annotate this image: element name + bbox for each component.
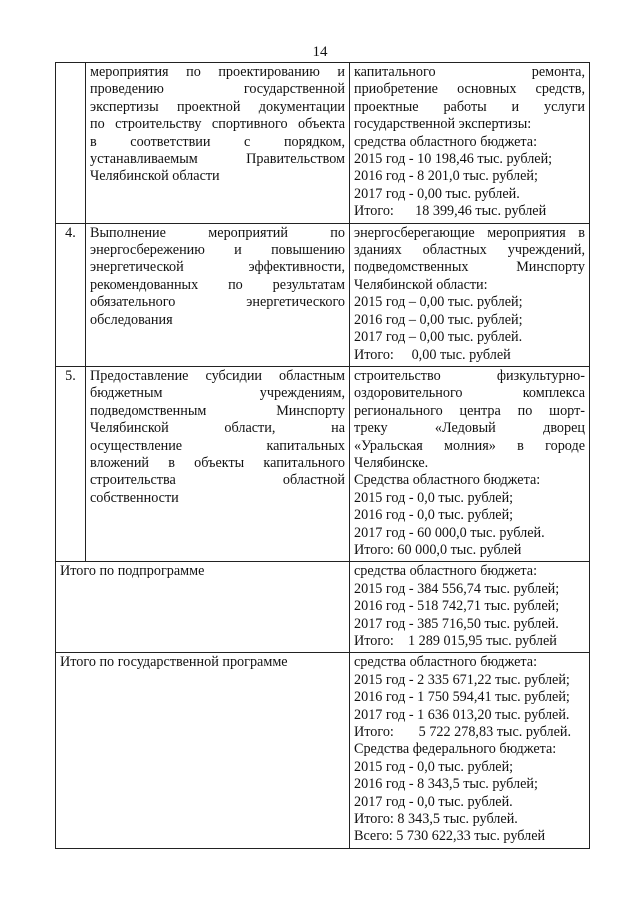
finance-total-line: Итого: 0,00 тыс. рублей bbox=[354, 346, 511, 363]
page-number: 14 bbox=[312, 44, 328, 60]
finance-line: 2016 год - 1 750 594,41 тыс. рублей; bbox=[354, 689, 570, 706]
result-line: строительство физкультурно- bbox=[354, 367, 585, 384]
measure-cell bbox=[86, 366, 350, 561]
result-line: «Уральская молния» в городе bbox=[354, 437, 585, 454]
finance-line: средства областного бюджета: bbox=[354, 133, 538, 150]
measure-line: Челябинской области, на bbox=[90, 420, 345, 437]
result-line: зданиях областных учреждений, bbox=[354, 242, 585, 259]
finance-line: 2015 год - 10 198,46 тыс. рублей; bbox=[354, 151, 553, 168]
finance-line: 2017 год - 60 000,0 тыс. рублей. bbox=[354, 524, 545, 541]
row-number bbox=[56, 63, 86, 224]
finance-line: 2017 год - 1 636 013,20 тыс. рублей. bbox=[354, 706, 570, 723]
measure-line: вложений в объекты капитального bbox=[90, 454, 345, 471]
finance-line: средства областного бюджета: bbox=[354, 654, 538, 671]
finance-total-line: Итого: 60 000,0 тыс. рублей bbox=[354, 541, 522, 558]
result-line: треку «Ледовый дворец bbox=[354, 420, 585, 437]
measure-line: в соответствии с порядком, bbox=[90, 133, 345, 150]
measure-line: рекомендованных по результатам bbox=[90, 276, 345, 293]
measure-line: Предоставление субсидии областным bbox=[90, 367, 345, 384]
finance-line: 2015 год - 0,0 тыс. рублей; bbox=[354, 489, 514, 506]
result-line: регионального центра по шорт- bbox=[354, 402, 585, 419]
finance-line: 2015 год - 384 556,74 тыс. рублей; bbox=[354, 580, 560, 597]
finance-line: 2015 год – 0,00 тыс. рублей; bbox=[354, 294, 523, 311]
measure-line: бюджетным учреждениям, bbox=[90, 385, 345, 402]
result-line: Челябинске. bbox=[354, 454, 429, 471]
measure-line: обязательного энергетического bbox=[90, 294, 345, 311]
result-line: оздоровительного комплекса bbox=[354, 385, 585, 402]
measure-line: осуществление капитальных bbox=[90, 437, 345, 454]
result-line: подведомственных Минспорту bbox=[354, 259, 585, 276]
finance-line: 2016 год – 0,00 тыс. рублей; bbox=[354, 311, 523, 328]
program-total-label: Итого по государственной программе bbox=[56, 653, 350, 848]
measure-line: энергосбережению и повышению bbox=[90, 242, 345, 259]
finance-line: 2015 год - 0,0 тыс. рублей; bbox=[354, 758, 514, 775]
measure-cell bbox=[86, 223, 350, 366]
table-row-4 bbox=[56, 223, 590, 366]
measure-line: Челябинской области bbox=[90, 168, 220, 185]
finance-line: средства областного бюджета: bbox=[354, 563, 538, 580]
measure-line: собственности bbox=[90, 489, 179, 506]
finance-line: 2015 год - 2 335 671,22 тыс. рублей; bbox=[354, 671, 570, 688]
measure-line: экспертизы проектной документации bbox=[90, 98, 345, 115]
result-line: проектные работы и услуги bbox=[354, 98, 585, 115]
measure-cell bbox=[86, 63, 350, 224]
row-number: 4. bbox=[56, 223, 86, 366]
program-total-finance bbox=[350, 653, 590, 848]
finance-total-line: Итого: 8 343,5 тыс. рублей. bbox=[354, 811, 518, 828]
finance-line: Средства федерального бюджета: bbox=[354, 741, 557, 758]
measure-line: мероприятия по проектированию и bbox=[90, 64, 345, 80]
result-line: энергосберегающие мероприятия в bbox=[354, 224, 585, 241]
measure-line: Выполнение мероприятий по bbox=[90, 224, 345, 241]
result-cell bbox=[350, 63, 590, 224]
table-row-program-total bbox=[56, 653, 590, 848]
row-number: 5. bbox=[56, 366, 86, 561]
measure-line: устанавливаемым Правительством bbox=[90, 151, 345, 168]
table-row-subprogram-total bbox=[56, 562, 590, 653]
result-cell bbox=[350, 366, 590, 561]
measure-line: по строительству спортивного объекта bbox=[90, 116, 345, 133]
result-line: Челябинской области: bbox=[354, 276, 488, 293]
finance-total-line: Итого: 18 399,46 тыс. рублей bbox=[354, 203, 547, 220]
grand-total-line: Всего: 5 730 622,33 тыс. рублей bbox=[354, 828, 546, 845]
measure-line: проведению государственной bbox=[90, 81, 345, 98]
result-cell bbox=[350, 223, 590, 366]
finance-line: Средства областного бюджета: bbox=[354, 472, 541, 489]
table-row-continuation bbox=[56, 63, 590, 224]
finance-line: 2016 год - 8 343,5 тыс. рублей; bbox=[354, 776, 538, 793]
finance-total-line: Итого: 5 722 278,83 тыс. рублей. bbox=[354, 724, 572, 741]
measure-line: строительства областной bbox=[90, 472, 345, 489]
measure-line: обследования bbox=[90, 311, 173, 328]
program-measures-table bbox=[55, 62, 590, 849]
finance-line: 2017 год - 0,00 тыс. рублей. bbox=[354, 185, 520, 202]
finance-line: 2017 год – 0,00 тыс. рублей. bbox=[354, 329, 523, 346]
result-line: государственной экспертизы: bbox=[354, 116, 532, 133]
measure-line: энергетической эффективности, bbox=[90, 259, 345, 276]
finance-line: 2016 год - 0,0 тыс. рублей; bbox=[354, 507, 514, 524]
measure-line: подведомственным Минспорту bbox=[90, 402, 345, 419]
finance-line: 2017 год - 0,0 тыс. рублей. bbox=[354, 793, 513, 810]
finance-line: 2016 год - 518 742,71 тыс. рублей; bbox=[354, 598, 560, 615]
finance-total-line: Итого: 1 289 015,95 тыс. рублей bbox=[354, 633, 557, 649]
subprogram-total-finance bbox=[350, 562, 590, 653]
finance-line: 2016 год - 8 201,0 тыс. рублей; bbox=[354, 168, 538, 185]
result-line: приобретение основных средств, bbox=[354, 81, 585, 98]
result-line: капитального ремонта, bbox=[354, 64, 585, 80]
finance-line: 2017 год - 385 716,50 тыс. рублей. bbox=[354, 615, 559, 632]
subprogram-total-label: Итого по подпрограмме bbox=[56, 562, 350, 653]
table-row-5 bbox=[56, 366, 590, 561]
